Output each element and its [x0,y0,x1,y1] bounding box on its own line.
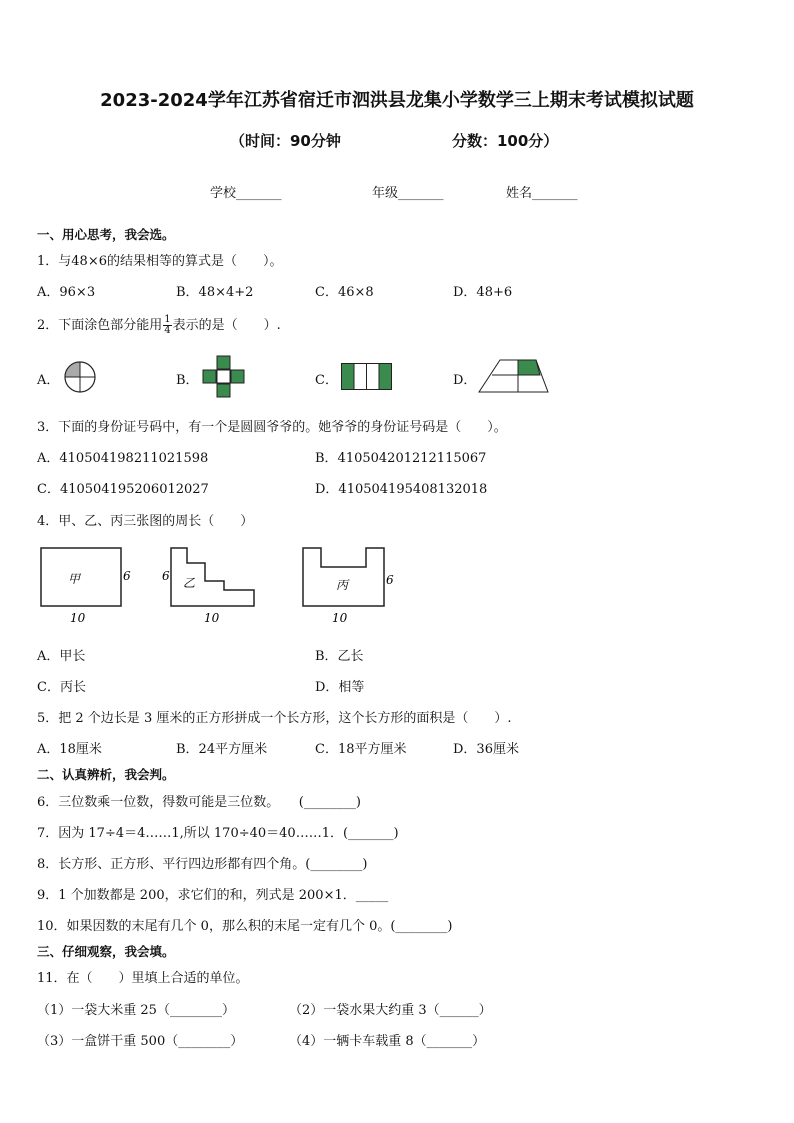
figure-jia-rectangle [40,547,140,627]
q1-option-d: D．48+6 [453,285,513,300]
question-7: 7．因为 17÷4＝4……1,所以 170÷40＝40……1．(_______) [37,826,399,841]
question-3-stem: 3．下面的身份证号码中，有一个是圆圆爷爷的。她爷爷的身份证号码是（ ）。 [37,420,507,435]
figure-yi-height: 6 [162,569,170,583]
q5-option-a: A．18厘米 [37,742,102,757]
name-field: 姓名_______ [506,186,578,201]
q1-option-a: A．96×3 [37,285,96,300]
q2-option-c: C． [315,373,338,388]
q1-option-c: C．46×8 [315,285,374,300]
q4-option-c: C．丙长 [37,680,86,695]
page-title: 2023-2024学年江苏省宿迁市泗洪县龙集小学数学三上期末考试模拟试题 [100,90,694,111]
figure-jia-label: 甲 [68,572,81,586]
figure-jia-height: 6 [123,569,131,583]
q4-option-a: A．甲长 [37,649,86,664]
figure-yi-stepped [160,547,260,627]
question-1-stem: 1．与48×6的结果相等的算式是（ ）。 [37,254,283,269]
exam-time: （时间：90分钟 [230,132,341,150]
figure-yi-label: 乙 [183,576,196,590]
grade-field: 年级_______ [372,186,444,201]
q1-option-b: B．48×4+2 [176,285,254,300]
q5-option-c: C．18平方厘米 [315,742,407,757]
quarter-circle-figure [63,360,97,394]
fraction-denominator: 4 [164,325,171,336]
q3-option-a: A．410504198211021598 [37,451,209,466]
figure-bing-width: 10 [332,611,348,625]
question-4-stem: 4．甲、乙、丙三张图的周长（ ） [37,514,254,529]
four-bar-rectangle-figure [341,363,393,391]
trapezoid-figure [478,359,550,393]
q3-option-c: C．410504195206012027 [37,482,209,497]
q3-option-d: D．410504195408132018 [315,482,488,497]
fraction-one-quarter [163,315,171,336]
section-heading-fill: 三、仔细观察，我会填。 [37,944,175,959]
exam-score: 分数：100分） [452,132,559,150]
question-6: 6．三位数乘一位数，得数可能是三位数。 (________) [37,795,361,810]
section-heading-choice: 一、用心思考，我会选。 [37,227,175,242]
figure-yi-width: 10 [204,611,220,625]
question-8: 8．长方形、正方形、平行四边形都有四个角。(________) [37,857,368,872]
q11-part-2: （2）一袋水果大约重 3（______） [289,1003,492,1018]
q2-stem-suffix: 表示的是（ ）. [172,318,281,333]
figure-bing-height: 6 [386,573,394,587]
question-9: 9．1 个加数都是 200，求它们的和，列式是 200×1．_____ [37,888,389,903]
question-11-stem: 11．在（ ）里填上合适的单位。 [37,971,249,986]
q5-option-d: D．36厘米 [453,742,519,757]
q2-stem-prefix: 2．下面涂色部分能用 [37,318,163,333]
figure-jia-width: 10 [70,611,86,625]
q2-option-d: D． [453,373,477,388]
fraction-numerator: 1 [164,314,171,325]
q5-option-b: B．24平方厘米 [176,742,268,757]
question-2-stem [37,314,281,336]
q11-part-3: （3）一盒饼干重 500（________） [37,1034,244,1049]
school-field: 学校_______ [210,186,282,201]
q4-option-b: B．乙长 [315,649,364,664]
figure-bing-notched [302,547,402,627]
section-heading-judge: 二、认真辨析，我会判。 [37,767,175,782]
q4-option-d: D．相等 [315,680,365,695]
q3-option-b: B．410504201212115067 [315,451,487,466]
cross-squares-figure [203,356,245,398]
q2-option-b: B． [176,373,199,388]
question-5-stem: 5．把 2 个边长是 3 厘米的正方形拼成一个长方形，这个长方形的面积是（ ）. [37,711,512,726]
q2-option-a: A． [37,373,60,388]
q11-part-4: （4）一辆卡车载重 8（_______） [289,1034,486,1049]
question-10: 10．如果因数的末尾有几个 0，那么积的末尾一定有几个 0。(________) [37,919,453,934]
figure-bing-label: 丙 [336,578,349,592]
q11-part-1: （1）一袋大米重 25（________） [37,1003,235,1018]
